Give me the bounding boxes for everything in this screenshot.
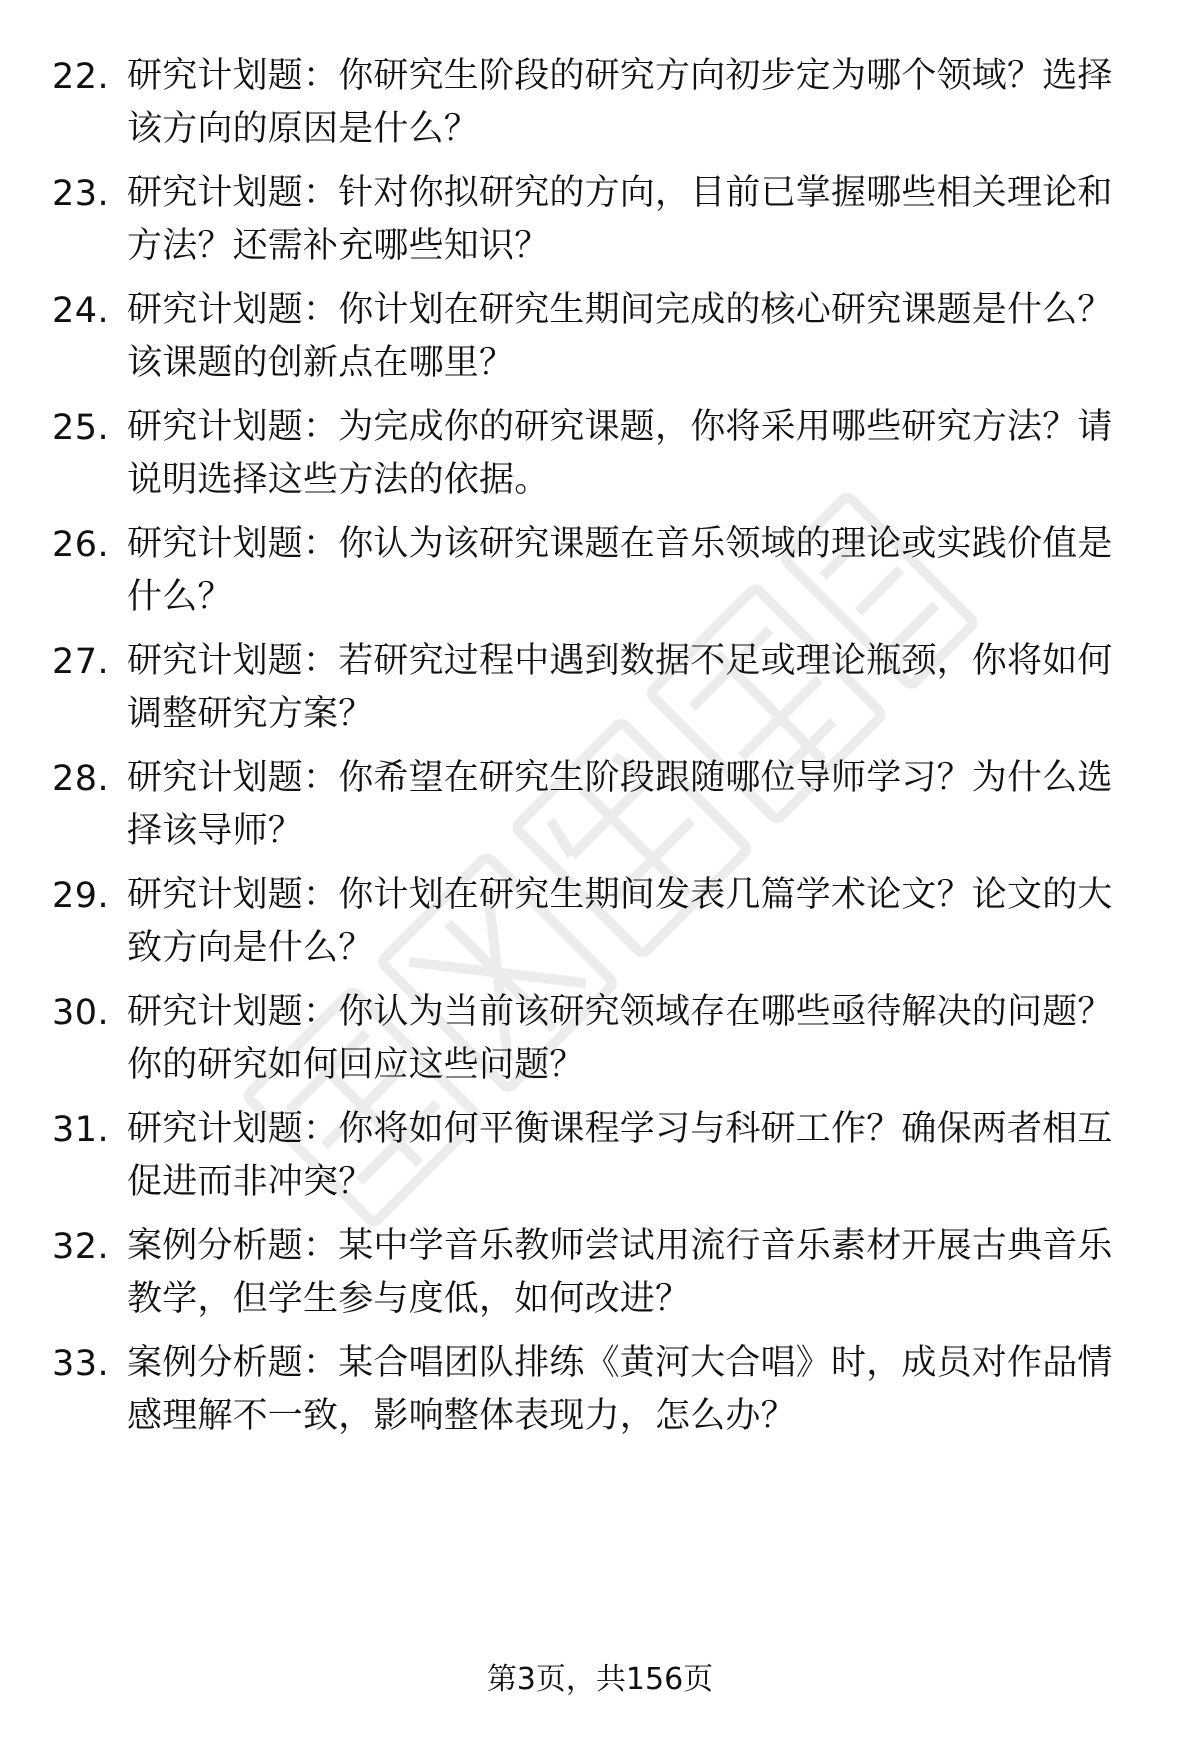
question-number: 22.: [52, 57, 110, 97]
question-text: 研究计划题：你计划在研究生期间发表几篇学术论文？论文的大致方向是什么？: [127, 875, 1113, 968]
question-text: 研究计划题：针对你拟研究的方向，目前已掌握哪些相关理论和方法？还需补充哪些知识？: [127, 173, 1113, 266]
question-text: 研究计划题：你认为该研究课题在音乐领域的理论或实践价值是什么？: [127, 524, 1113, 617]
question-text: 研究计划题：你认为当前该研究领域存在哪些亟待解决的问题？你的研究如何回应这些问题？: [127, 992, 1113, 1085]
page-footer: 第3页，共156页: [486, 1662, 714, 1697]
question-number: 25.: [52, 408, 110, 448]
question-number: 27.: [52, 642, 110, 682]
question-number: 33.: [52, 1344, 110, 1384]
question-text: 研究计划题：为完成你的研究课题，你将采用哪些研究方法？请说明选择这些方法的依据。: [127, 407, 1113, 500]
question-number: 28.: [52, 759, 110, 799]
question-number: 29.: [52, 876, 110, 916]
question-number: 32.: [52, 1227, 110, 1267]
question-text: 研究计划题：你将如何平衡课程学习与科研工作？确保两者相互促进而非冲突？: [127, 1109, 1113, 1202]
question-text: 研究计划题：你研究生阶段的研究方向初步定为哪个领域？选择该方向的原因是什么？: [127, 56, 1113, 149]
question-number: 23.: [52, 174, 110, 214]
question-text: 研究计划题：若研究过程中遇到数据不足或理论瓶颈，你将如何调整研究方案？: [127, 641, 1113, 734]
question-number: 26.: [52, 525, 110, 565]
question-text: 案例分析题：某合唱团队排练《黄河大合唱》时，成员对作品情感理解不一致，影响整体表现力，怎么办？: [127, 1343, 1113, 1436]
question-text: 研究计划题：你计划在研究生期间完成的核心研究课题是什么？该课题的创新点在哪里？: [127, 290, 1113, 383]
question-text: 研究计划题：你希望在研究生阶段跟随哪位导师学习？为什么选择该导师？: [127, 758, 1113, 851]
question-number: 30.: [52, 993, 110, 1033]
question-number: 31.: [52, 1110, 110, 1150]
question-text: 案例分析题：某中学音乐教师尝试用流行音乐素材开展古典音乐教学，但学生参与度低，如何改进？: [127, 1226, 1113, 1319]
question-number: 24.: [52, 291, 110, 331]
